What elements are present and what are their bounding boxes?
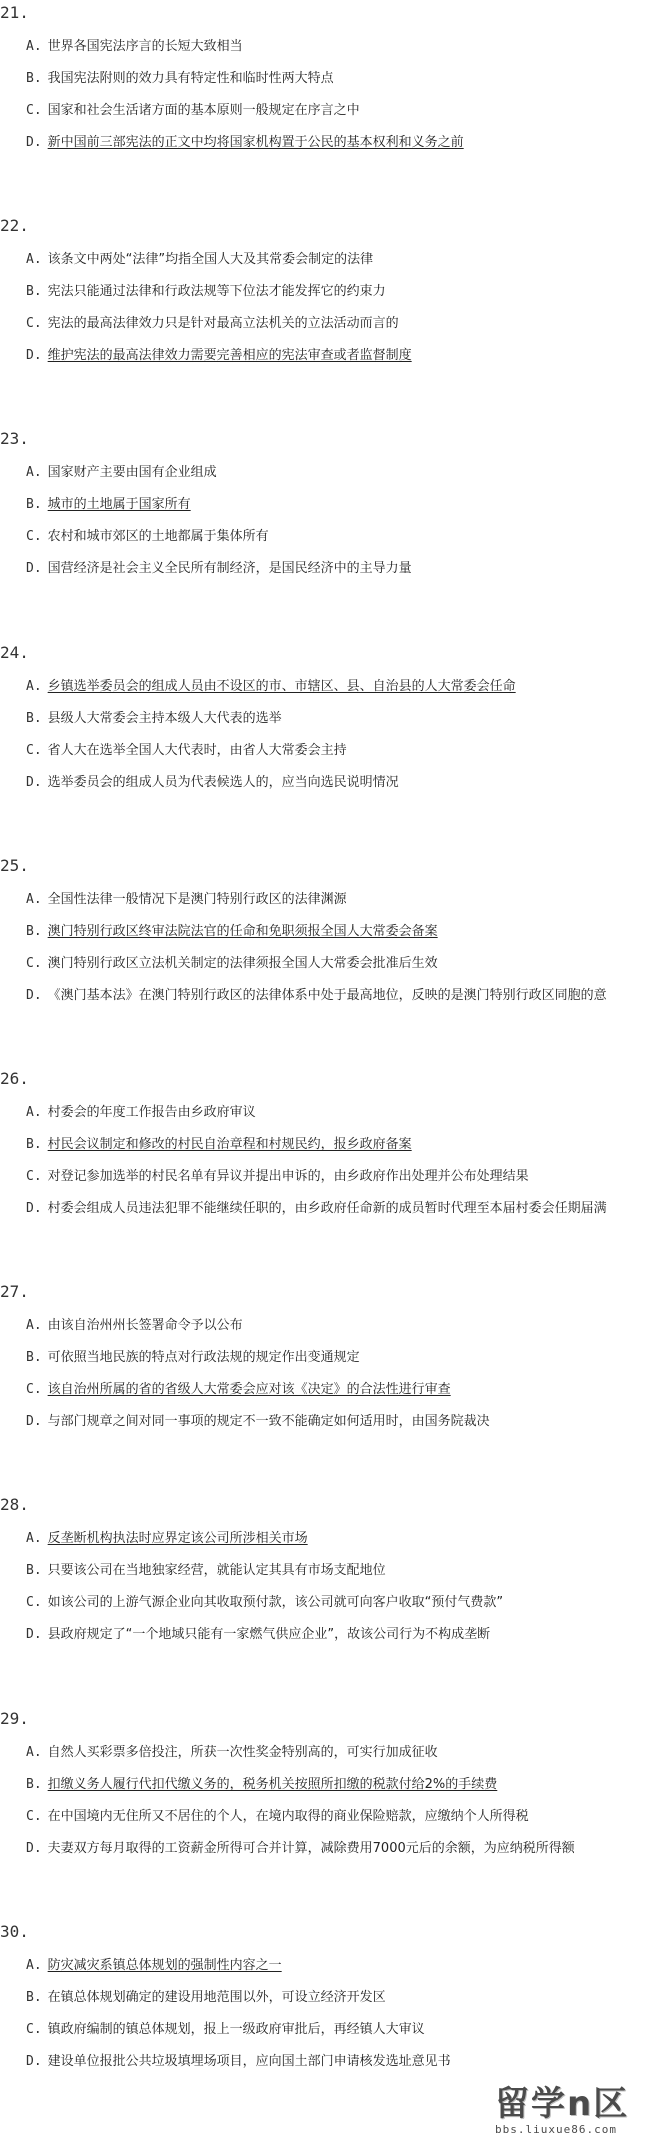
answer-option xyxy=(26,678,653,696)
option-letter: D xyxy=(26,1201,34,1216)
option-text: 可依照当地民族的特点对行政法规的规定作出变通规定 xyxy=(47,1350,360,1366)
option-separator: . xyxy=(33,561,42,577)
option-letter: A xyxy=(26,678,34,694)
question-number: 27. xyxy=(0,1282,29,1302)
option-text: 与部门规章之间对同一事项的规定不一致不能确定如何适用时，由国务院裁决 xyxy=(47,1414,490,1430)
option-separator: . xyxy=(33,987,42,1003)
option-text: 国家财产主要由国有企业组成 xyxy=(47,465,217,481)
option-text: 全国性法律一般情况下是澳门特别行政区的法律渊源 xyxy=(47,891,347,907)
option-text: 新中国前三部宪法的正文中均将国家机构置于公民的基本权利和义务之前 xyxy=(47,135,464,150)
option-letter: C xyxy=(26,529,34,545)
option-separator: . xyxy=(33,1808,42,1824)
choice-option xyxy=(26,38,653,56)
option-letter: D xyxy=(26,774,34,790)
option-letter: B xyxy=(26,71,34,86)
choice-option xyxy=(26,1168,653,1186)
option-text: 宪法的最高法律效力只是针对最高立法机关的立法活动而言的 xyxy=(47,316,399,332)
option-separator: . xyxy=(33,103,42,118)
option-text: 由该自治州州长签署命令予以公布 xyxy=(47,1318,243,1334)
answer-option xyxy=(26,347,653,365)
option-separator: . xyxy=(33,1776,42,1792)
option-separator: . xyxy=(33,348,42,364)
option-separator: . xyxy=(33,252,42,268)
site-watermark xyxy=(495,2085,645,2141)
option-text: 在中国境内无住所又不居住的个人，在境内取得的商业保险赔款，应缴纳个人所得税 xyxy=(47,1808,529,1824)
option-separator: . xyxy=(33,891,42,907)
option-text: 我国宪法附则的效力具有特定性和临时性两大特点 xyxy=(47,71,334,86)
question-number: 21. xyxy=(0,3,29,22)
option-text: 在镇总体规划确定的建设用地范围以外，可设立经济开发区 xyxy=(47,1989,386,2005)
option-text: 国家和社会生活诸方面的基本原则一般规定在序言之中 xyxy=(47,103,360,118)
option-letter: D xyxy=(26,1627,34,1643)
option-text: 如该公司的上游气源企业向其收取预付款，该公司就可向客户收取“预付气费款” xyxy=(47,1595,504,1611)
choice-option xyxy=(26,1626,653,1644)
option-letter: C xyxy=(26,103,34,118)
option-letter: D xyxy=(26,348,34,364)
option-letter: A xyxy=(26,465,34,481)
choice-option xyxy=(26,1840,653,1858)
option-text: 国营经济是社会主义全民所有制经济，是国民经济中的主导力量 xyxy=(47,561,412,577)
option-separator: . xyxy=(33,923,42,939)
option-text: 《澳门基本法》在澳门特别行政区的法律体系中处于最高地位，反映的是澳门特别行政区同胞的意 xyxy=(47,987,607,1003)
option-text: 防灾减灾系镇总体规划的强制性内容之一 xyxy=(47,1957,282,1973)
option-separator: . xyxy=(33,1414,42,1430)
option-text: 村委会的年度工作报告由乡政府审议 xyxy=(47,1105,256,1120)
question-number: 24. xyxy=(0,642,29,662)
choice-option xyxy=(26,710,653,728)
watermark-url: bbs.liuxue86.com xyxy=(495,2123,617,2136)
answer-option xyxy=(26,496,653,514)
option-separator: . xyxy=(33,1957,42,1973)
option-letter: C xyxy=(26,1382,34,1398)
choice-option xyxy=(26,1594,653,1612)
option-letter: A xyxy=(26,1105,34,1120)
option-text: 村委会组成人员违法犯罪不能继续任职的，由乡政府任命新的成员暂时代理至本届村委会任期届满 xyxy=(47,1201,607,1216)
answer-option xyxy=(26,923,653,941)
option-separator: . xyxy=(33,1169,42,1184)
option-text: 农村和城市郊区的土地都属于集体所有 xyxy=(47,529,269,545)
question-number: 25. xyxy=(0,855,29,875)
option-text: 镇政府编制的镇总体规划，报上一级政府审批后，再经镇人大审议 xyxy=(47,2021,425,2037)
option-separator: . xyxy=(33,465,42,481)
option-letter: C xyxy=(26,1595,34,1611)
option-letter: C xyxy=(26,316,34,332)
option-letter: C xyxy=(26,1808,34,1824)
option-text: 建设单位报批公共垃圾填埋场项目，应向国土部门申请核发选址意见书 xyxy=(47,2053,451,2069)
option-separator: . xyxy=(33,1382,42,1398)
option-letter: D xyxy=(26,561,34,577)
option-letter: B xyxy=(26,497,34,513)
option-letter: B xyxy=(26,1563,34,1579)
question-number: 30. xyxy=(0,1921,29,1941)
answer-option xyxy=(26,1776,653,1794)
option-letter: A xyxy=(26,1744,34,1760)
option-separator: . xyxy=(33,497,42,513)
choice-option xyxy=(26,251,653,269)
option-text: 村民会议制定和修改的村民自治章程和村规民约，报乡政府备案 xyxy=(47,1137,412,1152)
choice-option xyxy=(26,1317,653,1335)
choice-option xyxy=(26,1744,653,1762)
option-separator: . xyxy=(33,710,42,726)
choice-option xyxy=(26,2021,653,2039)
option-separator: . xyxy=(33,1840,42,1856)
option-text: 只要该公司在当地独家经营，就能认定其具有市场支配地位 xyxy=(47,1563,386,1579)
choice-option xyxy=(26,560,653,578)
option-letter: C xyxy=(26,742,34,758)
option-separator: . xyxy=(33,529,42,545)
option-separator: . xyxy=(33,2053,42,2069)
option-letter: D xyxy=(26,1840,34,1856)
option-text: 县级人大常委会主持本级人大代表的选举 xyxy=(47,710,282,726)
option-text: 该条文中两处“法律”均指全国人大及其常委会制定的法律 xyxy=(47,252,374,268)
option-letter: A xyxy=(26,252,34,268)
option-separator: . xyxy=(33,1350,42,1366)
choice-option xyxy=(26,70,653,88)
option-text: 澳门特别行政区终审法院法官的任命和免职须报全国人大常委会备案 xyxy=(47,923,438,939)
option-separator: . xyxy=(33,678,42,694)
choice-option xyxy=(26,1104,653,1122)
option-letter: B xyxy=(26,923,34,939)
option-letter: B xyxy=(26,1776,34,1792)
choice-option xyxy=(26,891,653,909)
option-text: 世界各国宪法序言的长短大致相当 xyxy=(47,39,243,54)
option-text: 该自治州所属的省的省级人大常委会应对该《决定》的合法性进行审查 xyxy=(47,1382,451,1398)
option-text: 城市的土地属于国家所有 xyxy=(47,497,191,513)
option-separator: . xyxy=(33,955,42,971)
option-text: 省人大在选举全国人大代表时，由省人大常委会主持 xyxy=(47,742,347,758)
option-separator: . xyxy=(33,71,42,86)
option-separator: . xyxy=(33,1531,42,1547)
answer-option xyxy=(26,1530,653,1548)
answer-option xyxy=(26,1381,653,1399)
option-letter: A xyxy=(26,1531,34,1547)
option-letter: D xyxy=(26,135,34,150)
answer-option xyxy=(26,134,653,152)
option-letter: B xyxy=(26,1989,34,2005)
option-separator: . xyxy=(33,1105,42,1120)
watermark-logo-text: 留学n区 xyxy=(495,2084,630,2124)
option-separator: . xyxy=(33,2021,42,2037)
choice-option xyxy=(26,1808,653,1826)
option-letter: A xyxy=(26,1318,34,1334)
option-letter: B xyxy=(26,1137,34,1152)
option-letter: A xyxy=(26,891,34,907)
option-text: 对登记参加选举的村民名单有异议并提出申诉的，由乡政府作出处理并公布处理结果 xyxy=(47,1169,529,1184)
option-separator: . xyxy=(33,1595,42,1611)
option-separator: . xyxy=(33,39,42,54)
option-separator: . xyxy=(33,1137,42,1152)
option-letter: D xyxy=(26,2053,34,2069)
option-separator: . xyxy=(33,1201,42,1216)
question-number: 28. xyxy=(0,1495,29,1515)
option-text: 选举委员会的组成人员为代表候选人的，应当向选民说明情况 xyxy=(47,774,399,790)
choice-option xyxy=(26,742,653,760)
choice-option xyxy=(26,1989,653,2007)
choice-option xyxy=(26,102,653,120)
option-letter: B xyxy=(26,710,34,726)
option-letter: D xyxy=(26,987,34,1003)
option-letter: C xyxy=(26,1169,34,1184)
option-text: 反垄断机构执法时应界定该公司所涉相关市场 xyxy=(47,1531,308,1547)
option-text: 自然人买彩票多倍投注，所获一次性奖金特别高的，可实行加成征收 xyxy=(47,1744,438,1760)
choice-option xyxy=(26,2053,653,2071)
option-text: 夫妻双方每月取得的工资薪金所得可合并计算，减除费用7000元后的余额，为应纳税所得额 xyxy=(47,1840,575,1856)
option-text: 维护宪法的最高法律效力需要完善相应的宪法审查或者监督制度 xyxy=(47,348,412,364)
choice-option xyxy=(26,955,653,973)
choice-option xyxy=(26,987,653,1005)
choice-option xyxy=(26,315,653,333)
question-number: 22. xyxy=(0,216,29,236)
choice-option xyxy=(26,1562,653,1580)
answer-option xyxy=(26,1136,653,1154)
option-separator: . xyxy=(33,284,42,300)
choice-option xyxy=(26,528,653,546)
option-separator: . xyxy=(33,135,42,150)
option-text: 县政府规定了“一个地域只能有一家燃气供应企业”，故该公司行为不构成垄断 xyxy=(47,1627,491,1643)
option-separator: . xyxy=(33,742,42,758)
choice-option xyxy=(26,1349,653,1367)
option-letter: A xyxy=(26,39,34,54)
option-letter: C xyxy=(26,955,34,971)
option-letter: C xyxy=(26,2021,34,2037)
answer-option xyxy=(26,1957,653,1975)
option-separator: . xyxy=(33,1563,42,1579)
choice-option xyxy=(26,1413,653,1431)
option-separator: . xyxy=(33,316,42,332)
question-number: 23. xyxy=(0,429,29,449)
option-letter: A xyxy=(26,1957,34,1973)
option-separator: . xyxy=(33,1318,42,1334)
option-separator: . xyxy=(33,1989,42,2005)
option-separator: . xyxy=(33,1744,42,1760)
option-letter: B xyxy=(26,284,34,300)
choice-option xyxy=(26,283,653,301)
option-text: 宪法只能通过法律和行政法规等下位法才能发挥它的约束力 xyxy=(47,284,386,300)
choice-option xyxy=(26,774,653,792)
question-number: 29. xyxy=(0,1708,29,1728)
option-text: 澳门特别行政区立法机关制定的法律须报全国人大常委会批准后生效 xyxy=(47,955,438,971)
option-text: 乡镇选举委员会的组成人员由不设区的市、市辖区、县、自治县的人大常委会任命 xyxy=(47,678,516,694)
option-separator: . xyxy=(33,1627,42,1643)
choice-option xyxy=(26,1200,653,1218)
option-letter: B xyxy=(26,1350,34,1366)
question-number: 26. xyxy=(0,1069,29,1088)
option-separator: . xyxy=(33,774,42,790)
option-letter: D xyxy=(26,1414,34,1430)
choice-option xyxy=(26,464,653,482)
option-text: 扣缴义务人履行代扣代缴义务的，税务机关按照所扣缴的税款付给2%的手续费 xyxy=(47,1776,498,1792)
